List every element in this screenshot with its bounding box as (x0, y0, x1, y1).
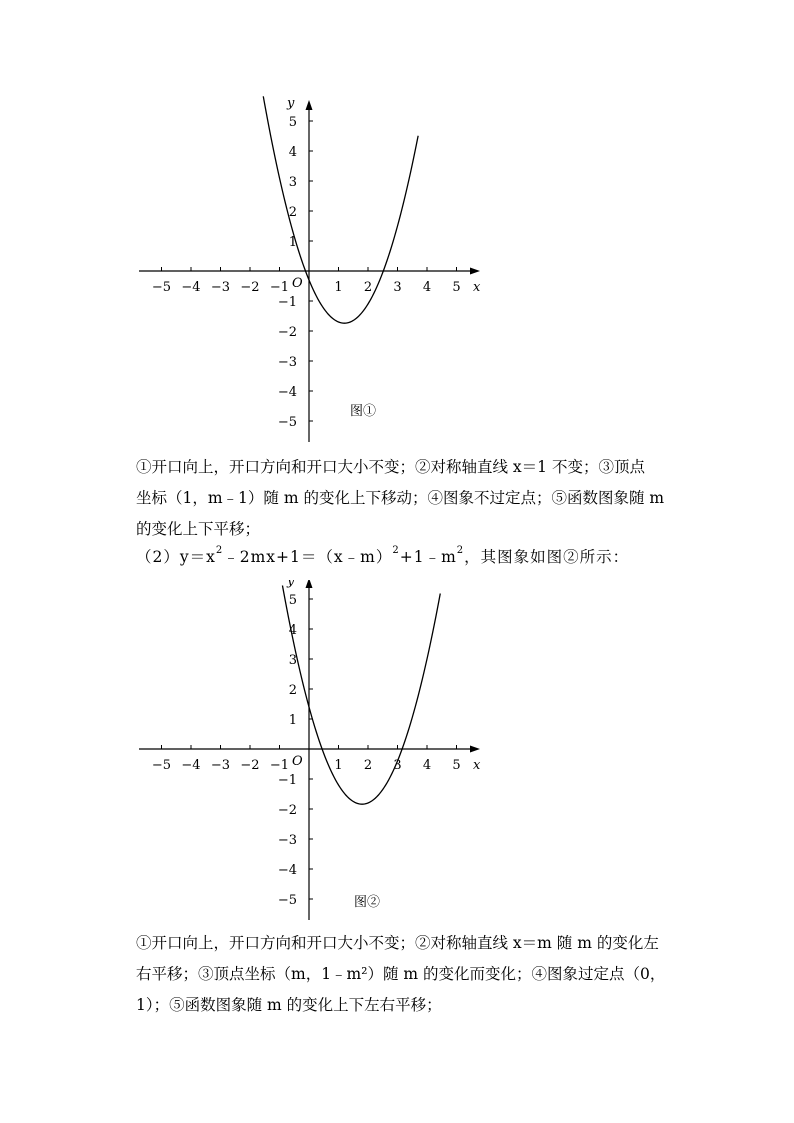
y-tick-label: 1 (288, 235, 297, 250)
p2-seg-d: ，其图象如图②所示： (464, 548, 630, 566)
x-tick-label: −4 (181, 758, 201, 773)
y-tick-label: 5 (288, 115, 297, 130)
p2-sup-3: 2 (456, 545, 465, 556)
x-tick-label: 4 (422, 758, 432, 773)
p3-line-1: ①开口向上，开口方向和开口大小不变；②对称轴直线 x＝m 随 m 的变化左 (136, 934, 659, 952)
y-axis-label: y (287, 96, 295, 111)
x-tick-label: −4 (181, 280, 201, 295)
x-tick-label: 1 (334, 280, 343, 295)
y-tick-label: 2 (288, 683, 297, 698)
x-tick-label: 4 (422, 280, 432, 295)
x-tick-label: 3 (393, 280, 402, 295)
y-tick-label: −3 (277, 833, 297, 848)
figure-caption: 图② (354, 895, 381, 910)
p2-seg-a: （2）y＝x (136, 548, 216, 566)
p1-line-2: 坐标（1，m﹣1）随 m 的变化上下移动；④图象不过定点；⑤函数图象随 m (136, 489, 665, 507)
paragraph-figure-1-analysis (136, 452, 676, 545)
y-tick-label: −2 (277, 325, 297, 340)
y-tick-label: 4 (288, 145, 297, 160)
x-tick-label: 1 (334, 758, 343, 773)
paragraph-figure-2-analysis (136, 928, 676, 1021)
y-tick-label: 3 (288, 175, 297, 190)
y-tick-label: −5 (277, 893, 297, 908)
y-tick-label: −1 (277, 773, 297, 788)
x-tick-label: 5 (452, 758, 461, 773)
y-tick-label: 5 (288, 593, 297, 608)
y-axis-arrow (306, 100, 313, 110)
graph-2-svg (0, 580, 794, 925)
y-tick-label: 3 (288, 653, 297, 668)
graph-1-svg (0, 90, 794, 450)
x-tick-label: 3 (393, 758, 402, 773)
x-tick-label: −2 (240, 758, 260, 773)
x-tick-label: −5 (151, 280, 172, 295)
y-tick-label: 2 (288, 205, 297, 220)
x-tick-label: 5 (452, 280, 461, 295)
origin-label: O (292, 276, 303, 291)
x-axis-arrow (470, 268, 480, 275)
paragraph-part-2-equation (136, 542, 676, 573)
y-tick-label: −3 (277, 355, 297, 370)
origin-label: O (292, 754, 303, 769)
y-tick-label: −2 (277, 803, 297, 818)
x-axis-label: x (473, 280, 481, 295)
x-tick-label: −1 (269, 280, 290, 295)
p2-seg-b: ﹣2mx+1＝（x﹣m） (223, 548, 393, 566)
p2-sup-2: 2 (392, 545, 400, 556)
y-axis-label: y (287, 580, 295, 589)
x-tick-label: −2 (240, 280, 260, 295)
y-tick-label: 4 (288, 623, 297, 638)
p2-seg-c: +1﹣m (399, 548, 457, 566)
figure-1 (0, 90, 794, 454)
x-axis-label: x (473, 758, 481, 773)
p3-line-2: 右平移；③顶点坐标（m，1﹣m²）随 m 的变化而变化；④图象过定点（0， (136, 965, 666, 983)
parabola-curve (282, 586, 440, 805)
figure-caption: 图① (350, 404, 377, 419)
x-tick-label: 2 (363, 280, 373, 295)
y-tick-label: −5 (277, 415, 297, 430)
figure-2 (0, 580, 794, 929)
y-tick-label: −4 (277, 385, 297, 400)
y-axis-arrow (306, 580, 313, 588)
p2-line (136, 542, 676, 573)
p3-line-3: 1）；⑤函数图象随 m 的变化上下左右平移； (136, 996, 442, 1014)
p1-line-3: 的变化上下平移； (136, 520, 261, 538)
x-tick-label: −5 (151, 758, 172, 773)
x-tick-label: −1 (269, 758, 290, 773)
y-tick-label: −1 (277, 295, 297, 310)
x-tick-label: −3 (210, 280, 231, 295)
y-tick-label: 1 (288, 713, 297, 728)
p2-sup-1: 2 (215, 545, 224, 556)
x-axis-arrow (470, 746, 480, 753)
y-tick-label: −4 (277, 863, 297, 878)
x-tick-label: 2 (363, 758, 373, 773)
x-tick-label: −3 (210, 758, 231, 773)
p1-line-1: ①开口向上，开口方向和开口大小不变；②对称轴直线 x＝1 不变；③顶点 (136, 458, 645, 476)
